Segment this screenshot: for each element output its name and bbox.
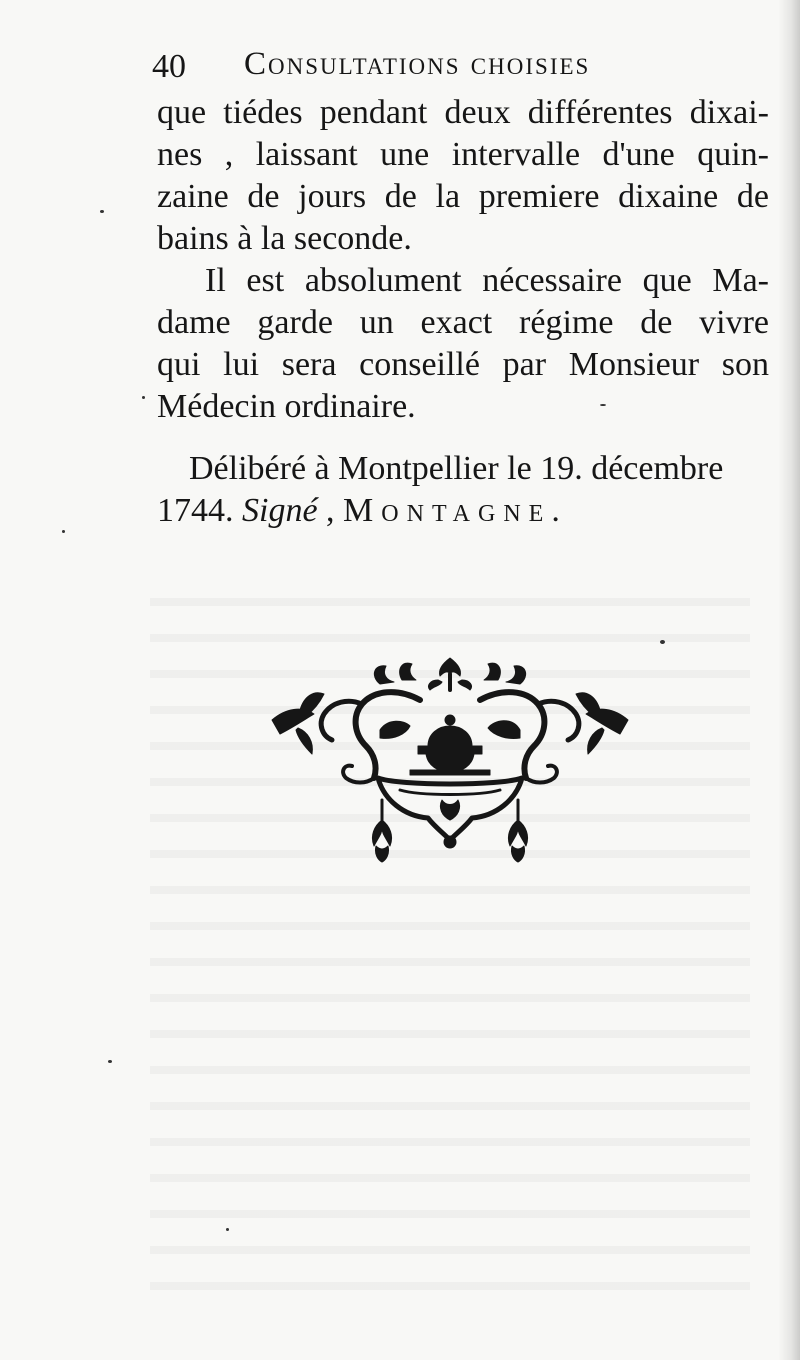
signed-label: Signé (242, 492, 318, 529)
page-header (152, 44, 762, 92)
urn-with-foliage-ornament-icon (270, 650, 630, 870)
text-line: dame garde un exact régime de vivre (157, 304, 769, 341)
text-line: bains à la seconde. (157, 220, 412, 257)
body-text (157, 92, 769, 428)
page-edge-shadow (778, 0, 800, 1360)
text-line: Médecin ordinaire. (157, 388, 416, 425)
text-line: que tiédes pendant deux différentes dixai- (157, 94, 769, 131)
text-line: Il est absolument nécessaire que Ma- (205, 262, 769, 299)
text-line: nes , laissant une intervalle d'une quin- (157, 136, 769, 173)
text-line: zaine de jours de la premiere dixaine de (157, 178, 769, 215)
signature-year: 1744. (157, 492, 234, 529)
text-line: qui lui sera conseillé par Monsieur son (157, 346, 769, 383)
deliberation-line: Délibéré à Montpellier le 19. décembre (189, 450, 724, 487)
page-number: 40 (152, 48, 186, 85)
signature-line: 1744. Signé , Montagne. (157, 492, 568, 529)
signature-block (157, 448, 769, 532)
signature-author: Montagne. (343, 492, 568, 529)
running-title: Consultations choisies (244, 46, 591, 82)
